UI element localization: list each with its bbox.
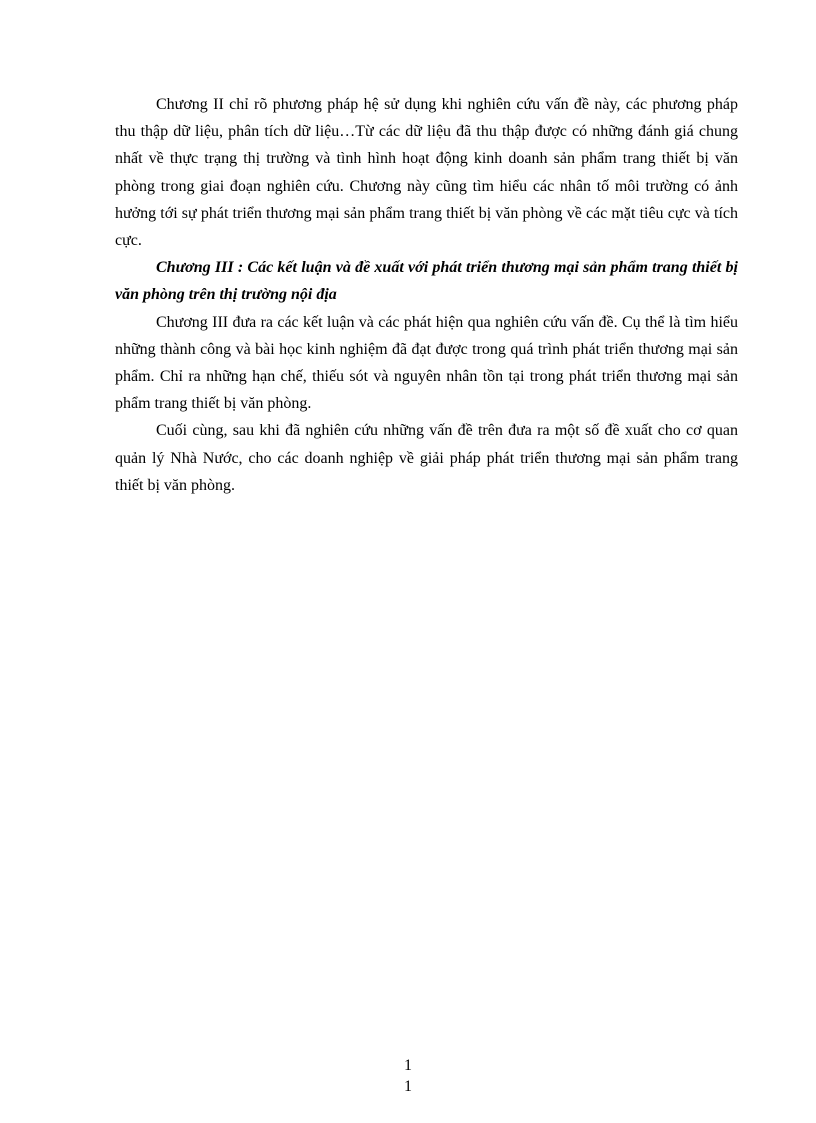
paragraph-chapter-2-summary: Chương II chỉ rõ phương pháp hệ sử dụng khi nghiên cứu vấn đề này, các phương pháp thu thập dữ liệu, phân tích dữ liệu…Từ các dữ liệu đã thu thập được có những đánh giá chung nhất về thực trạng thị trường và tình hình hoạt động kinh doanh sản phẩm trang thiết bị văn phòng trong giai đoạn nghiên cứu. Chương này cũng tìm hiểu các nhân tố môi trường có ảnh hưởng tới sự phát triển thương mại sản phẩm trang thiết bị văn phòng về các mặt tiêu cực và tích cực.	[115, 96, 738, 250]
page-number-line-2: 1	[404, 1078, 412, 1095]
document-body	[115, 91, 738, 499]
paragraph-conclusion: Cuối cùng, sau khi đã nghiên cứu những vấn đề trên đưa ra một số đề xuất cho cơ quan quản lý Nhà Nước, cho các doanh nghiệp về giải pháp phát triển thương mại sản phẩm trang thiết bị văn phòng.	[115, 422, 738, 494]
page-number-line-1: 1	[404, 1057, 412, 1074]
paragraph-chapter-3-summary: Chương III đưa ra các kết luận và các phát hiện qua nghiên cứu vấn đề. Cụ thể là tìm hiểu những thành công và bài học kinh nghiệm đã đạt được trong quá trình phát triển thương mại sản phẩm. Chỉ ra những hạn chế, thiếu sót và nguyên nhân tồn tại trong phát triển thương mại sản phẩm trang thiết bị văn phòng.	[115, 313, 738, 413]
chapter-3-heading: Chương III : Các kết luận và đề xuất với phát triển thương mại sản phẩm trang thiết bị văn phòng trên thị trường nội địa	[115, 259, 738, 304]
